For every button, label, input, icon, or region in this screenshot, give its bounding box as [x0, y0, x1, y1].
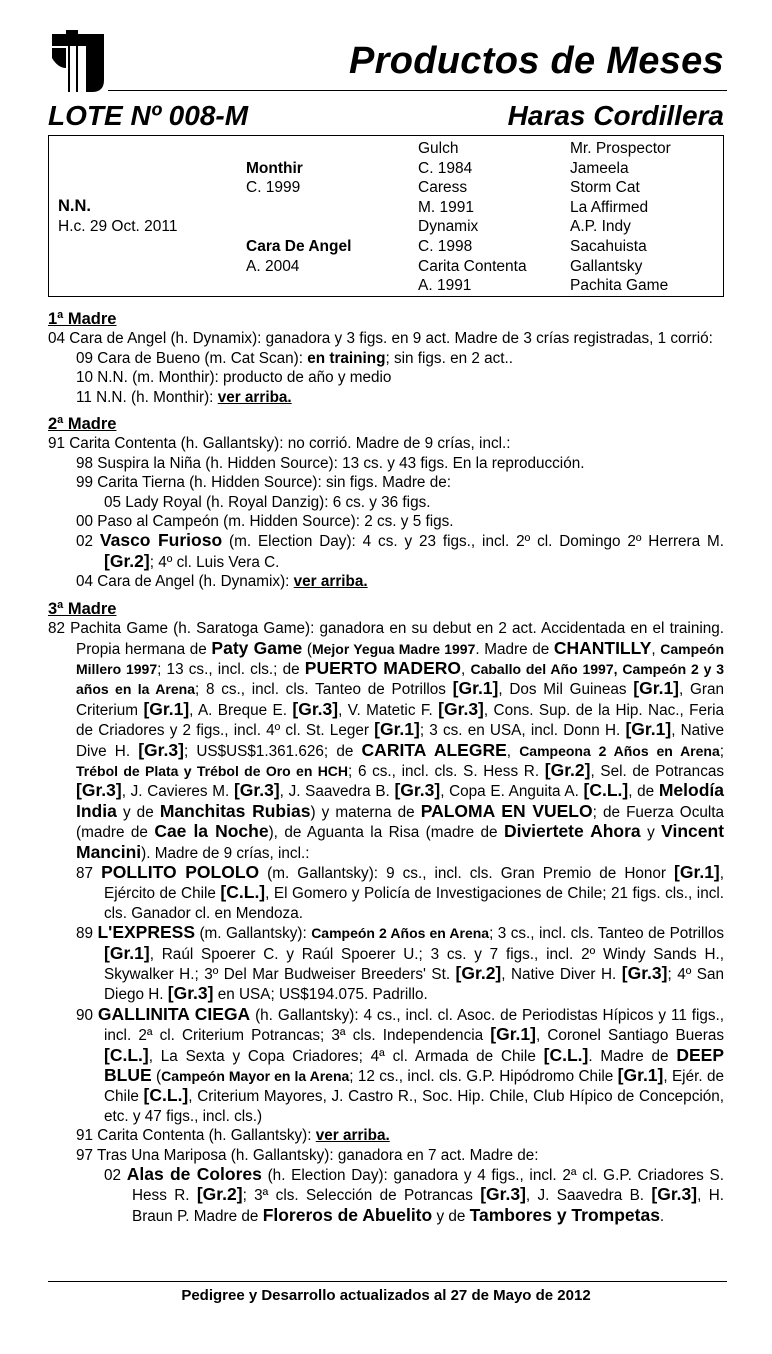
produce-entry: 02 Alas de Colores (h. Election Day): ganadora y 4 figs., incl. 2ª cl. G.P. Criadores S. Hess R. [Gr.2]; 3ª cls. Selección de Potrancas [Gr.3], J. Saavedra B. [Gr.3], H. Braun P. Madre de Floreros de Abuelito y de Tambores y Trompetas.: [104, 1164, 724, 1225]
produce-entry: 05 Lady Royal (h. Royal Danzig): 6 cs. y 36 figs.: [104, 493, 431, 511]
gen2-cell: Gulch: [418, 140, 459, 157]
section-heading: 3ª Madre: [48, 599, 117, 618]
sire-info: C. 1999: [246, 179, 301, 196]
produce-entry: 97 Tras Una Mariposa (h. Gallantsky): ganadora en 7 act. Madre de:: [76, 1146, 539, 1164]
gen2-cell: Caress: [418, 179, 468, 196]
produce-entry: 02 Vasco Furioso (m. Election Day): 4 cs. y 23 figs., incl. 2º cl. Domingo 2º Herrera M. [Gr.2]; 4º cl. Luis Vera C.: [76, 530, 725, 571]
footer-note: Pedigree y Desarrollo actualizados al 27 de Mayo de 2012: [181, 1287, 591, 1304]
section-heading: 1ª Madre: [48, 310, 117, 328]
dam-entry: 04 Cara de Angel (h. Dynamix): ganadora y 3 figs. en 9 act. Madre de 3 crías registradas, 1 corrió:: [48, 330, 713, 348]
dam-info: A. 2004: [246, 258, 300, 275]
pedigree-table: [48, 135, 724, 297]
logo: [48, 28, 108, 94]
gen3-cell: Storm Cat: [570, 179, 640, 196]
horse-info: H.c. 29 Oct. 2011: [58, 218, 178, 235]
produce-entry: 09 Cara de Bueno (m. Cat Scan): en training; sin figs. en 2 act..: [76, 349, 514, 367]
gen2-cell: C. 1984: [418, 160, 473, 177]
section-heading: 2ª Madre: [48, 415, 117, 434]
produce-entry: 00 Paso al Campeón (m. Hidden Source): 2 cs. y 5 figs.: [76, 513, 454, 531]
produce-entry: 89 L'EXPRESS (m. Gallantsky): Campeón 2 Años en Arena; 3 cs., incl. cls. Tanteo de Potrillos [Gr.1], Raúl Spoerer C. y Raúl Spoerer U.; 3 cs. y 7 figs., incl. 2º Windy Sands H., Skywalker H.; 3º Del Mar Budweiser Breeders' St. [Gr.2], Native Diver H. [Gr.3]; 4º San Diego H. [Gr.3] en USA; US$194.075. Padrillo.: [76, 922, 724, 1004]
gen3-cell: Mr. Prospector: [570, 140, 671, 157]
lot-number: LOTE Nº 008-M: [48, 100, 249, 131]
produce-entry: 91 Carita Contenta (h. Gallantsky): ver arriba.: [76, 1127, 390, 1145]
page-title: Productos de Meses: [349, 40, 724, 82]
produce-entry: 90 GALLINITA CIEGA (h. Gallantsky): 4 cs., incl. cl. Asoc. de Periodistas Hípicos y 11 figs., incl. 2ª cl. Criterium Potrancas; 3ª cls. Independencia [Gr.1], Coronel Santiago Bueras [C.L.], La Sexta y Copa Criadores; 4ª cl. Armada de Chile [C.L.]. Madre de DEEP BLUE (Campeón Mayor en la Arena; 12 cs., incl. cls. G.P. Hipódromo Chile [Gr.1], Ejér. de Chile [C.L.], Criterium Mayores, J. Castro R., Soc. Hip. Chile, Club Hípico de Concepción, etc. y 47 figs., incl. cls.): [76, 1003, 725, 1125]
gen2-cell: M. 1991: [418, 199, 475, 216]
gen2-cell: Carita Contenta: [418, 258, 527, 275]
produce-entry: 98 Suspira la Niña (h. Hidden Source): 13 cs. y 43 figs. En la reproducción.: [76, 454, 585, 472]
dam-entry: 82 Pachita Game (h. Saratoga Game): ganadora en su debut en 2 act. Accidentada en el training. Propia hermana de Paty Game (Mejor Yegua Madre 1997. Madre de CHANTILLY, Campeón Millero 1997; 13 cs., incl. cls.; de PUERTO MADERO, Caballo del Año 1997, Campeón 2 y 3 años en la Arena; 8 cs., incl. cls. Tanteo de Potrillos [Gr.1], Dos Mil Guineas [Gr.1], Gran Criterium [Gr.1], A. Breque E. [Gr.3], V. Matetic F. [Gr.3], Cons. Sup. de la Hip. Nac., Feria de Criadores y 2 figs., incl. 4º cl. St. Leger [Gr.1]; 3 cs. en USA, incl. Donn H. [Gr.1], Native Dive H. [Gr.3]; US$US$1.361.626; de CARITA ALEGRE, Campeona 2 Años en Arena; Trébol de Plata y Trébol de Oro en HCH; 6 cs., incl. cls. S. Hess R. [Gr.2], Sel. de Potrancas [Gr.3], J. Cavieres M. [Gr.3], J. Saavedra B. [Gr.3], Copa E. Anguita A. [C.L.], de Melodía India y de Manchitas Rubias) y materna de PALOMA EN VUELO; de Fuerza Oculta (madre de Cae la Noche), de Aguanta la Risa (madre de Diviertete Ahora y Vincent Mancini). Madre de 9 crías, incl.:: [48, 620, 725, 862]
gen2-cell: C. 1998: [418, 238, 473, 255]
produce-record: [48, 306, 724, 1226]
produce-entry: 11 N.N. (h. Monthir): ver arriba.: [76, 388, 292, 406]
produce-entry: 04 Cara de Angel (h. Dynamix): ver arriba.: [76, 573, 368, 591]
stud-name: Haras Cordillera: [507, 100, 724, 131]
header-rule: [108, 90, 727, 91]
gen3-cell: La Affirmed: [570, 199, 649, 216]
dam-name: Cara De Angel: [246, 238, 352, 255]
produce-entry: 99 Carita Tierna (h. Hidden Source): sin figs. Madre de:: [76, 474, 451, 492]
horse-name: N.N.: [58, 197, 91, 215]
gen3-cell: Sacahuista: [570, 238, 647, 255]
produce-entry: 87 POLLITO POLOLO (m. Gallantsky): 9 cs., incl. cls. Gran Premio de Honor [Gr.1], Ejército de Chile [C.L.], El Gomero y Policía de Investigaciones de Chile; 21 figs. cls., incl. cls. Ganador cl. en Mendoza.: [76, 861, 725, 922]
gen2-cell: A. 1991: [418, 277, 472, 294]
gen3-cell: Pachita Game: [570, 277, 669, 294]
footer-rule: [48, 1281, 727, 1282]
sire-name: Monthir: [246, 160, 303, 177]
gen3-cell: Jameela: [570, 160, 629, 177]
dam-entry: 91 Carita Contenta (h. Gallantsky): no corrió. Madre de 9 crías, incl.:: [48, 435, 511, 453]
gen3-cell: A.P. Indy: [570, 218, 631, 235]
produce-entry: 10 N.N. (m. Monthir): producto de año y medio: [76, 369, 392, 387]
gen3-cell: Gallantsky: [570, 258, 643, 275]
gen2-cell: Dynamix: [418, 218, 479, 235]
